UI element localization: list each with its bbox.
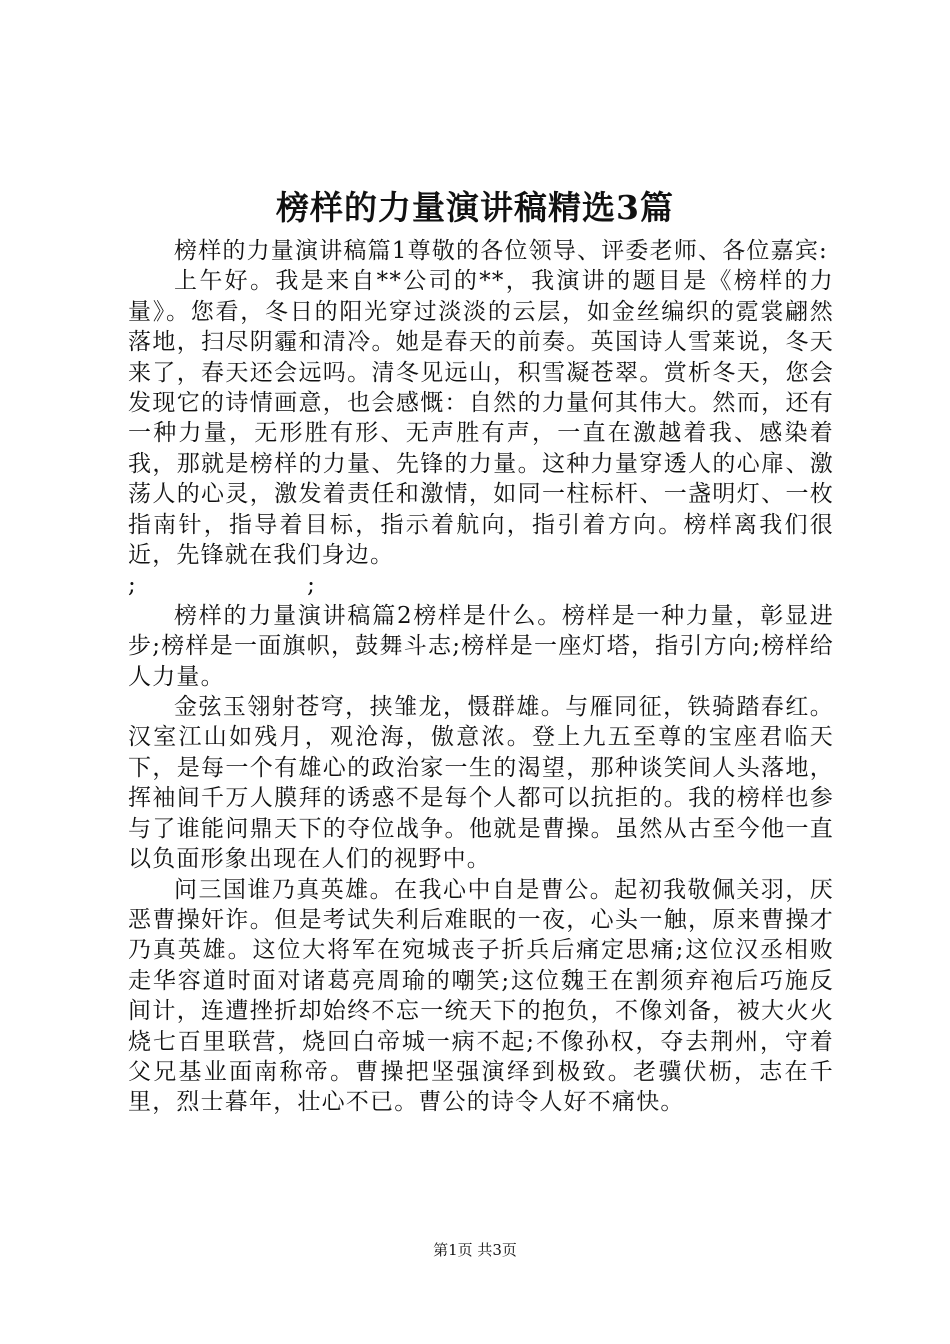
paragraph-3: 榜样的力量演讲稿篇2榜样是什么。榜样是一种力量，彰显进步;榜样是一面旗帜，鼓舞斗志;榜样是一座灯塔，指引方向;榜样给人力量。 [128, 602, 834, 690]
document-body [128, 236, 834, 1118]
paragraph-5: 问三国谁乃真英雄。在我心中自是曹公。起初我敬佩关羽，厌恶曹操奸诈。但是考试失利后难眠的一夜，心头一触，原来曹操才乃真英雄。这位大将军在宛城丧子折兵后痛定思痛;这位汉丞相败走华容道时面对诸葛亮周瑜的嘲笑;这位魏王在割须弃袍后巧施反间计，连遭挫折却始终不忘一统天下的抱负，不像刘备，被大火火烧七百里联营，烧回白帝城一病不起;不像孙权，夺去荆州，守着父兄基业面南称帝。曹操把坚强演绎到极致。老骥伏枥，志在千里，烈士暮年，壮心不已。曹公的诗令人好不痛快。 [128, 876, 834, 1116]
page-footer: 第1页 共3页 [433, 1241, 517, 1259]
paragraph-4: 金弦玉翎射苍穹，挟雏龙，慑群雄。与雁同征，铁骑踏春红。汉室江山如残月，观沧海，傲意浓。登上九五至尊的宝座君临天下，是每一个有雄心的政治家一生的渴望，那种谈笑间人头落地，挥袖间千万人膜拜的诱惑不是每个人都可以抗拒的。我的榜样也参与了谁能问鼎天下的夺位战争。他就是曹操。虽然从古至今他一直以负面形象出现在人们的视野中。 [128, 694, 834, 873]
document-title: 榜样的力量演讲稿精选3篇 [276, 188, 674, 227]
paragraph-2: 上午好。我是来自**公司的**，我演讲的题目是《榜样的力量》。您看，冬日的阳光穿过淡淡的云层，如金丝编织的霓裳翩然落地，扫尽阴霾和清冷。她是春天的前奏。英国诗人雪莱说，冬天来了，春天还会远吗。清冬见远山，积雪凝苍翠。赏析冬天，您会发现它的诗情画意，也会感慨：自然的力量何其伟大。然而，还有一种力量，无形胜有形、无声胜有声，一直在激越着我、感染着我，那就是榜样的力量、先锋的力量。这种力量穿透人的心扉、激荡人的心灵，激发着责任和激情，如同一柱标杆、一盏明灯、一枚指南针，指导着目标，指示着航向，指引着方向。榜样离我们很近，先锋就在我们身边。 [128, 268, 834, 569]
paragraph-1: 榜样的力量演讲稿篇1尊敬的各位领导、评委老师、各位嘉宾: [174, 238, 828, 264]
separator-line: ; ; [128, 572, 317, 599]
